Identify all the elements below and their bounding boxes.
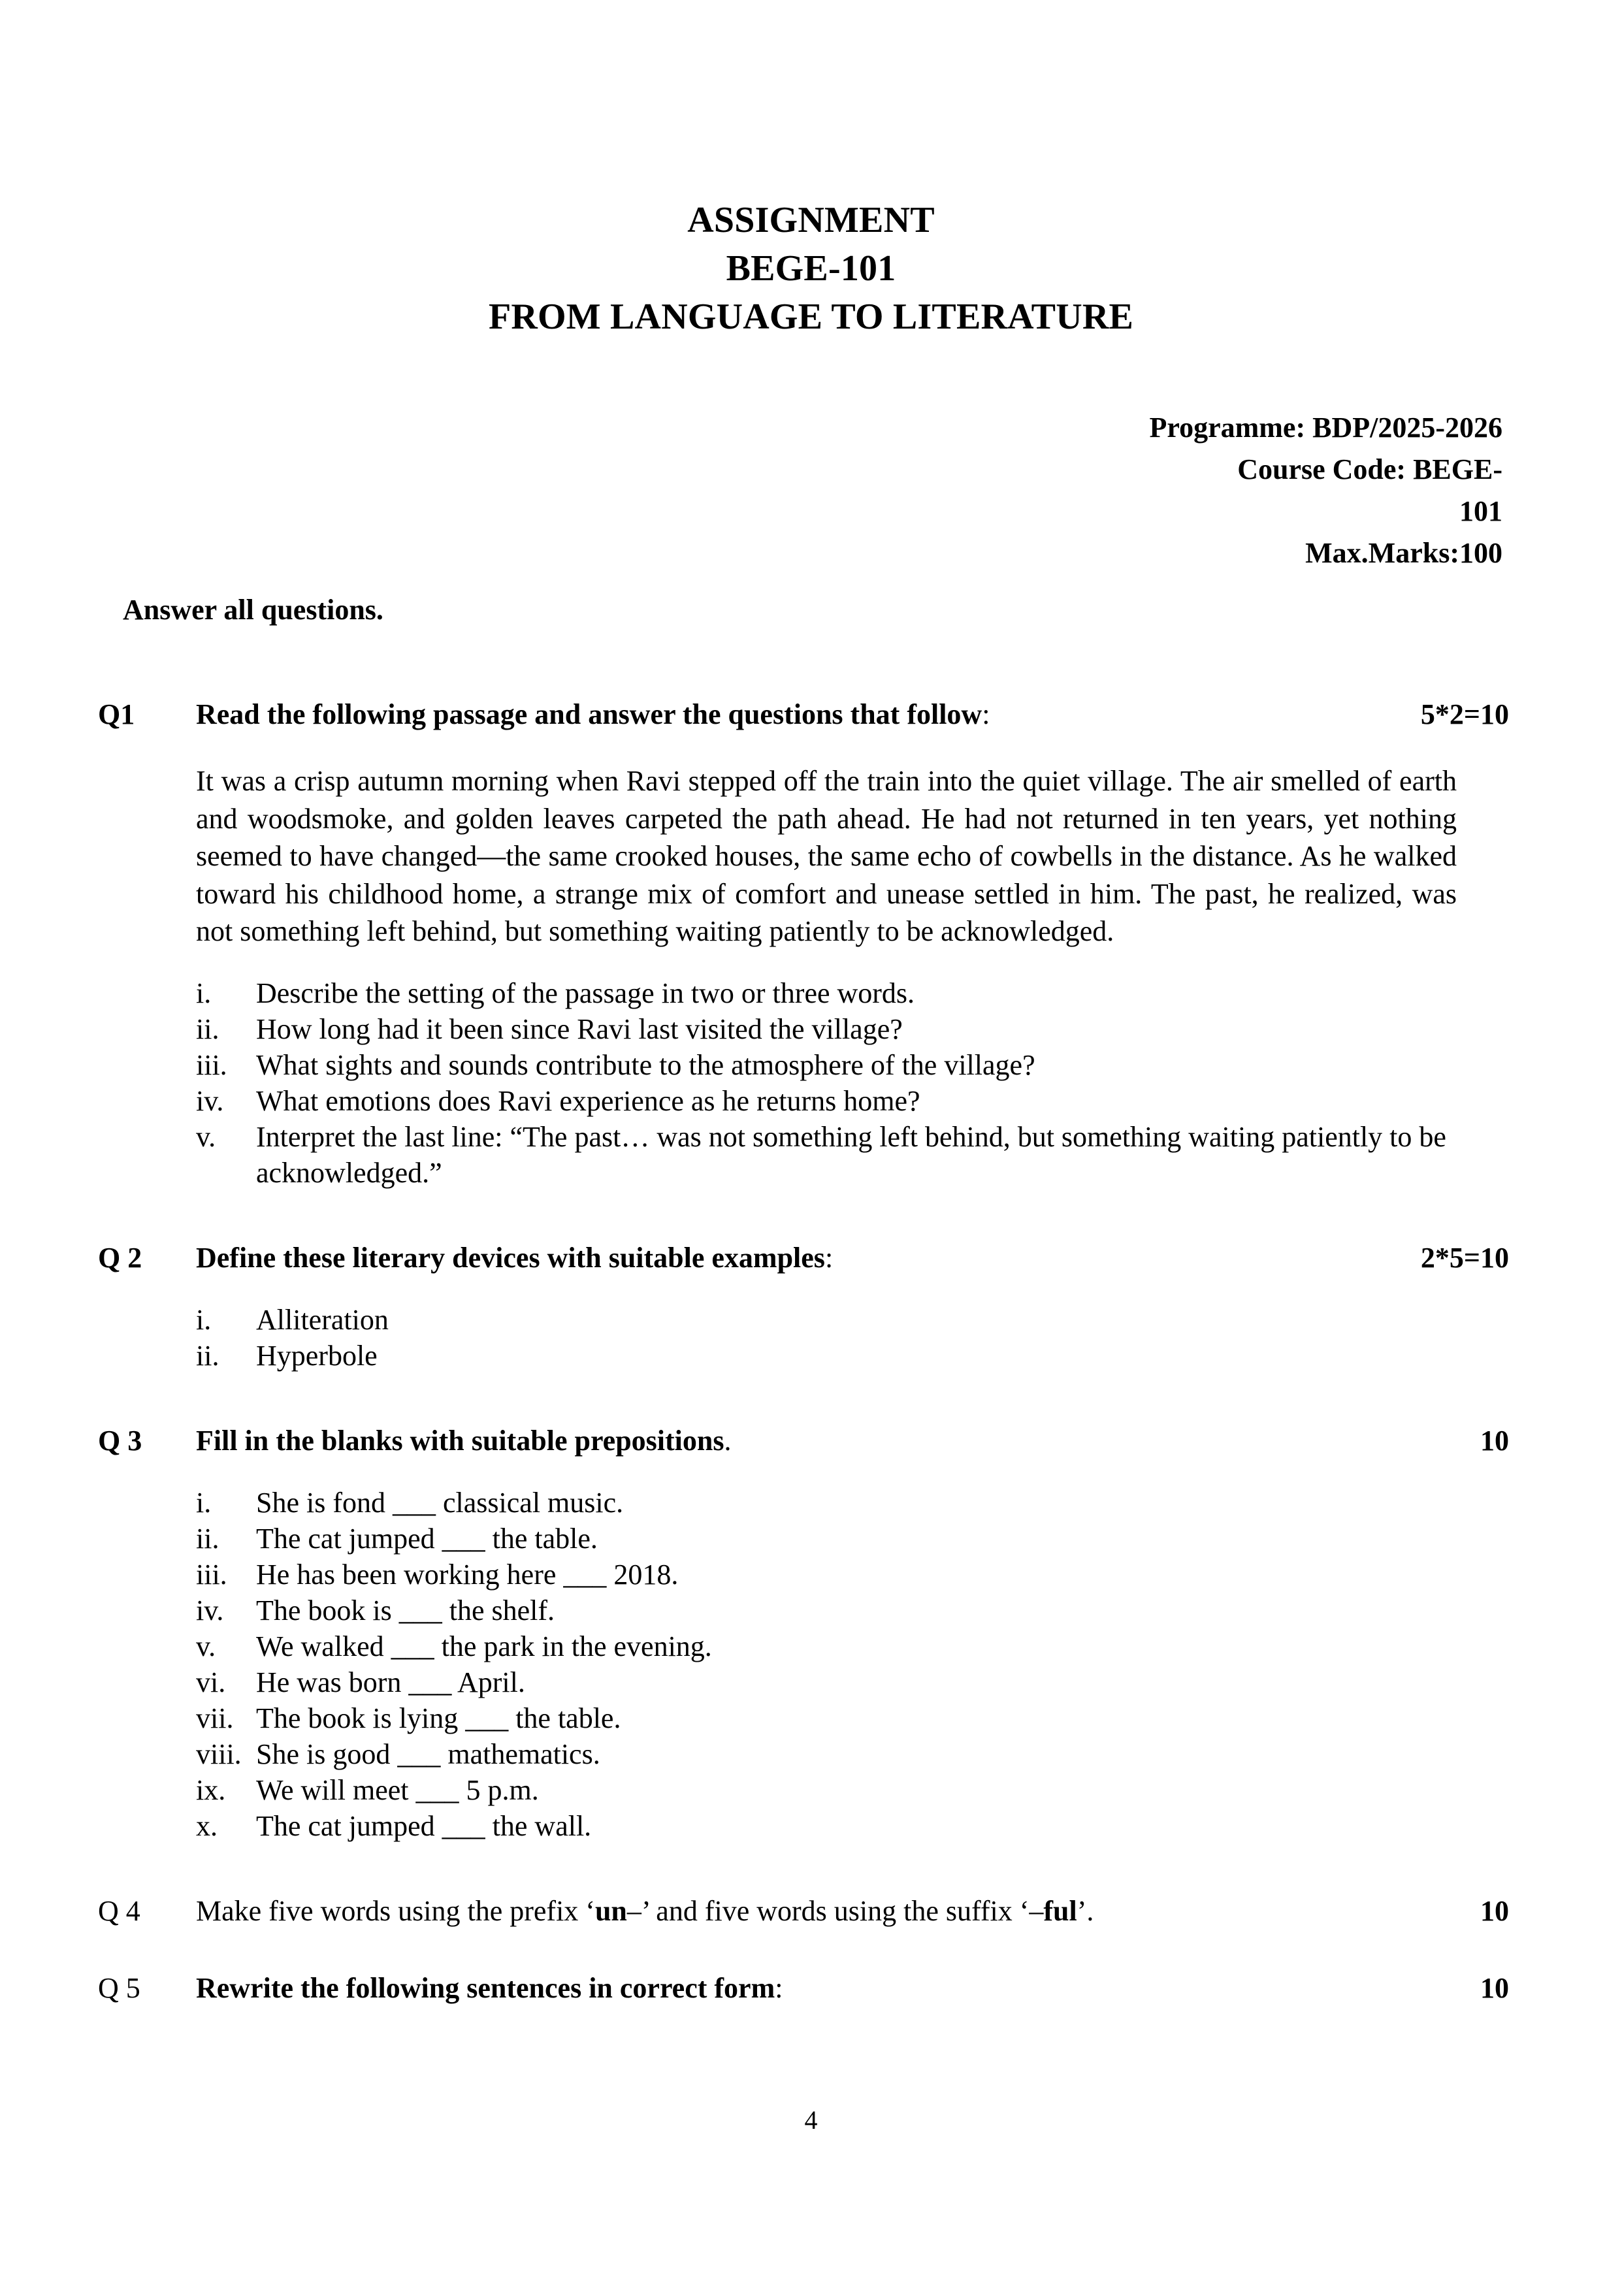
list-item-text: What sights and sounds contribute to the atmosphere of the village?: [256, 1048, 1035, 1081]
list-item: [196, 1628, 1457, 1664]
title-line-assignment: ASSIGNMENT: [687, 200, 935, 240]
meta-course-code: Course Code: BEGE-: [1237, 453, 1502, 485]
list-item-number: i.: [196, 1303, 212, 1336]
list-item-text: How long had it been since Ravi last visited the village?: [256, 1012, 903, 1045]
questions-container: [98, 696, 1509, 2007]
list-item-number: viii.: [196, 1738, 242, 1770]
question-title-text-q1: Read the following passage and answer the questions that follow: [196, 698, 982, 730]
q4-text-part1: Make five words using the prefix ‘: [196, 1894, 595, 1927]
list-item-number: ii.: [196, 1012, 219, 1045]
list-item-number: v.: [196, 1630, 216, 1662]
question-title-text-q3: Fill in the blanks with suitable prepositions: [196, 1424, 724, 1457]
list-item-number: iii.: [196, 1048, 227, 1081]
page-number: 4: [804, 2105, 818, 2135]
passage-text-q1: It was a crisp autumn morning when Ravi stepped off the train into the quiet village. The air smelled of earth and woodsmoke, and golden leaves carpeted the path ahead. He had not returned in ten years, yet nothing seemed to have changed—the same crooked houses, the same echo of cowbells in the distance. As he walked toward his childhood home, a strange mix of comfort and unease settled in him. The past, he realized, was not something left behind, but something waiting patiently to be acknowledged.: [196, 765, 1457, 947]
meta-programme: Programme: BDP/2025-2026: [1149, 412, 1502, 444]
question-marks-q5: 10: [1480, 1971, 1509, 2004]
spacer: [98, 1191, 1509, 1239]
title-line-course-code: BEGE-101: [726, 248, 896, 289]
list-item: [196, 1736, 1457, 1772]
list-item-text: The book is lying ___ the table.: [256, 1702, 621, 1734]
question-label-q3: Q 3: [98, 1424, 142, 1457]
list-item: [196, 975, 1457, 1011]
spacer: [98, 1374, 1509, 1422]
list-item: [196, 1808, 1457, 1844]
list-item-text: He was born ___ April.: [256, 1666, 525, 1698]
title-line-course-name: FROM LANGUAGE TO LITERATURE: [488, 297, 1134, 337]
question-header-q4: [98, 1892, 1509, 1930]
list-item-number: iii.: [196, 1558, 227, 1591]
question-title-q5: [196, 1969, 1313, 2007]
sub-question-list-q1: [196, 975, 1457, 1191]
spacer: [98, 1844, 1509, 1892]
list-item-number: x.: [196, 1809, 218, 1842]
question-title-q2: [196, 1239, 1313, 1277]
question-marks-q3: 10: [1480, 1424, 1509, 1457]
sub-question-list-q3: [196, 1485, 1457, 1844]
instruction-text: Answer all questions.: [123, 594, 383, 626]
question-label-q4: Q 4: [98, 1894, 140, 1927]
list-item-text: He has been working here ___ 2018.: [256, 1558, 679, 1591]
header-meta-block: [719, 407, 1502, 574]
list-item: [196, 1557, 1457, 1593]
list-item-number: v.: [196, 1120, 216, 1153]
meta-course-code-continued: 101: [1459, 495, 1502, 527]
question-label-q5: Q 5: [98, 1971, 140, 2004]
question-header-q2: [98, 1239, 1509, 1277]
question-label-q1: Q1: [98, 698, 135, 730]
list-item-text: We will meet ___ 5 p.m.: [256, 1773, 539, 1806]
q4-text-part3: ’.: [1077, 1894, 1094, 1927]
list-item: [196, 1011, 1457, 1047]
list-item-text: Hyperbole: [256, 1339, 378, 1372]
question-title-text-q2: Define these literary devices with suitable examples: [196, 1241, 825, 1274]
list-item: [196, 1302, 1457, 1338]
list-item-text: What emotions does Ravi experience as he returns home?: [256, 1084, 920, 1117]
list-item-text: She is good ___ mathematics.: [256, 1738, 600, 1770]
question-title-colon-q2: :: [824, 1241, 834, 1274]
question-header-q3: [98, 1422, 1509, 1460]
question-title-q4: [196, 1892, 1313, 1930]
list-item-number: i.: [196, 1486, 212, 1519]
list-item: [196, 1485, 1457, 1521]
list-item-number: vii.: [196, 1702, 234, 1734]
meta-max-marks: Max.Marks:100: [1305, 537, 1502, 569]
list-item-text: Describe the setting of the passage in two or three words.: [256, 977, 915, 1009]
list-item: [196, 1664, 1457, 1700]
question-title-colon-q5: :: [775, 1971, 783, 2004]
question-title-q1: [196, 696, 1313, 734]
question-marks-q4: 10: [1480, 1894, 1509, 1927]
list-item-number: ix.: [196, 1773, 226, 1806]
list-item-text: She is fond ___ classical music.: [256, 1486, 624, 1519]
list-item-text: The cat jumped ___ the wall.: [256, 1809, 592, 1842]
list-item-number: iv.: [196, 1594, 224, 1626]
question-title-q3: [196, 1422, 1313, 1460]
document-title-block: [0, 196, 1622, 341]
list-item-number: vi.: [196, 1666, 226, 1698]
question-marks-q2: 2*5=10: [1420, 1241, 1509, 1274]
spacer: [98, 1930, 1509, 1969]
list-item-text: The cat jumped ___ the table.: [256, 1522, 598, 1555]
list-item: [196, 1700, 1457, 1736]
list-item-number: ii.: [196, 1522, 219, 1555]
list-item-number: ii.: [196, 1339, 219, 1372]
question-header-q5: [98, 1969, 1509, 2007]
q4-text-part2: –’ and five words using the suffix ‘–: [626, 1894, 1044, 1927]
question-header-q1: [98, 696, 1509, 734]
list-item: [196, 1772, 1457, 1808]
list-item: [196, 1047, 1457, 1083]
q4-prefix-bold: un: [594, 1894, 627, 1927]
list-item-number: i.: [196, 977, 212, 1009]
question-label-q2: Q 2: [98, 1241, 142, 1274]
question-marks-q1: 5*2=10: [1420, 698, 1509, 730]
list-item-text: The book is ___ the shelf.: [256, 1594, 555, 1626]
list-item: [196, 1119, 1457, 1191]
list-item-text: We walked ___ the park in the evening.: [256, 1630, 712, 1662]
sub-question-list-q2: [196, 1302, 1457, 1374]
q4-suffix-bold: ful: [1043, 1894, 1077, 1927]
list-item: [196, 1338, 1457, 1374]
list-item: [196, 1521, 1457, 1557]
list-item-text: Interpret the last line: “The past… was not something left behind, but something waiting patiently to be acknowledged.”: [256, 1120, 1446, 1189]
list-item-text: Alliteration: [256, 1303, 389, 1336]
list-item-number: iv.: [196, 1084, 224, 1117]
list-item: [196, 1083, 1457, 1119]
list-item: [196, 1593, 1457, 1628]
question-title-text-q5: Rewrite the following sentences in correct form: [196, 1971, 775, 2004]
question-title-colon-q1: :: [982, 698, 990, 730]
question-title-colon-q3: .: [724, 1424, 732, 1457]
